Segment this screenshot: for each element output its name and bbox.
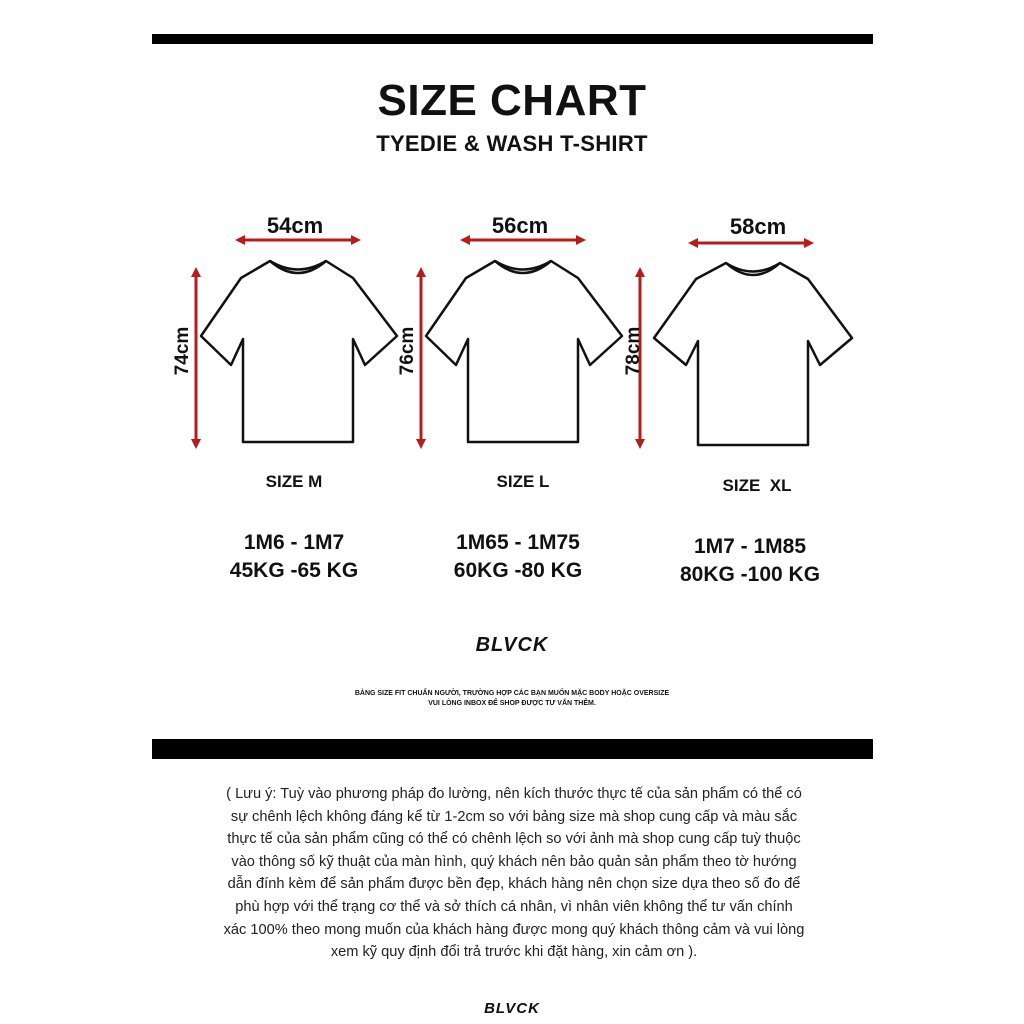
page-subtitle: TYEDIE & WASH T-SHIRT	[376, 131, 648, 156]
width-label-l: 56cm	[491, 213, 549, 238]
size-label-m: SIZE M	[265, 472, 323, 491]
fit-disclaimer-line-1: BẢNG SIZE FIT CHUẨN NGƯỜI, TRƯỜNG HỢP CÁC BẠN MUỐN MẶC BODY HOẶC OVERSIZE	[354, 690, 670, 697]
care-note-paragraph: ( Lưu ý: Tuỳ vào phương pháp đo lường, nên kích thước thực tế của sản phẩm có thể có sự chênh lệch không đáng kể từ 1-2cm so với bảng size mà shop cung cấp và màu sắc thực tế của sản phẩm cũng có thể có chênh lệch so với ảnh mà shop cung cấp tuỳ thuộc vào thông số kỹ thuật của màn hình, quý khách nên bảo quản sản phẩm theo tờ hướng dẫn đính kèm để sản phẩm được bền đẹp, khách hàng nên chọn size dựa theo số đo để phù hợp với thể trạng cơ thể và sở thích cá nhân, vì nhân viên không thể tư vấn chính xác 100% theo mong muốn của khách hàng được mong quý khách thông cảm và vui lòng xem kỹ quy định đổi trả trước khi đặt hàng, xin cảm ơn ).	[223, 786, 805, 961]
length-label-l: 76cm	[397, 326, 418, 376]
brand-logo-bottom: BLVCK	[484, 1000, 540, 1017]
tshirt-l-illustration	[400, 205, 640, 460]
brand-logo-top: BLVCK	[475, 634, 549, 656]
length-label-xl: 78cm	[623, 326, 644, 376]
tshirt-body-l	[426, 261, 622, 442]
length-arrow-head-top-m	[191, 267, 201, 277]
length-label-m: 74cm	[172, 326, 193, 376]
weight-range-m: 45KG -65 KG	[229, 559, 359, 582]
width-label-xl: 58cm	[729, 214, 787, 239]
length-arrow-head-top-xl	[635, 267, 645, 277]
tshirt-body-m	[201, 261, 397, 442]
size-label-xl: SIZE XL	[722, 476, 792, 495]
fit-disclaimer-line-2: VUI LÒNG INBOX ĐỂ SHOP ĐƯỢC TƯ VẤN THÊM.	[428, 700, 596, 707]
size-stats-xl	[630, 533, 870, 589]
height-range-l: 1M65 - 1M75	[456, 531, 580, 554]
size-stats-m	[174, 529, 414, 585]
length-arrow-head-bottom-xl	[635, 439, 645, 449]
tshirt-figure-m	[175, 205, 415, 460]
tshirt-xl-illustration	[628, 205, 868, 460]
weight-range-l: 60KG -80 KG	[453, 559, 583, 582]
height-range-xl: 1M7 - 1M85	[693, 535, 807, 558]
width-label-m: 54cm	[266, 213, 324, 238]
weight-range-xl: 80KG -100 KG	[679, 563, 821, 586]
length-arrow-head-bottom-m	[191, 439, 201, 449]
tshirt-m-illustration	[175, 205, 415, 460]
size-label-l: SIZE L	[496, 472, 550, 491]
length-arrow-head-bottom-l	[416, 439, 426, 449]
length-arrow-head-top-l	[416, 267, 426, 277]
middle-divider-bar	[152, 739, 873, 759]
page-title: SIZE CHART	[377, 76, 647, 125]
height-range-m: 1M6 - 1M7	[243, 531, 345, 554]
size-stats-l	[398, 529, 638, 585]
fit-disclaimer	[0, 689, 1024, 709]
top-divider-bar	[152, 34, 873, 44]
tshirt-figure-l	[400, 205, 640, 460]
tshirt-figure-xl	[628, 205, 868, 460]
tshirt-body-xl	[654, 263, 852, 445]
